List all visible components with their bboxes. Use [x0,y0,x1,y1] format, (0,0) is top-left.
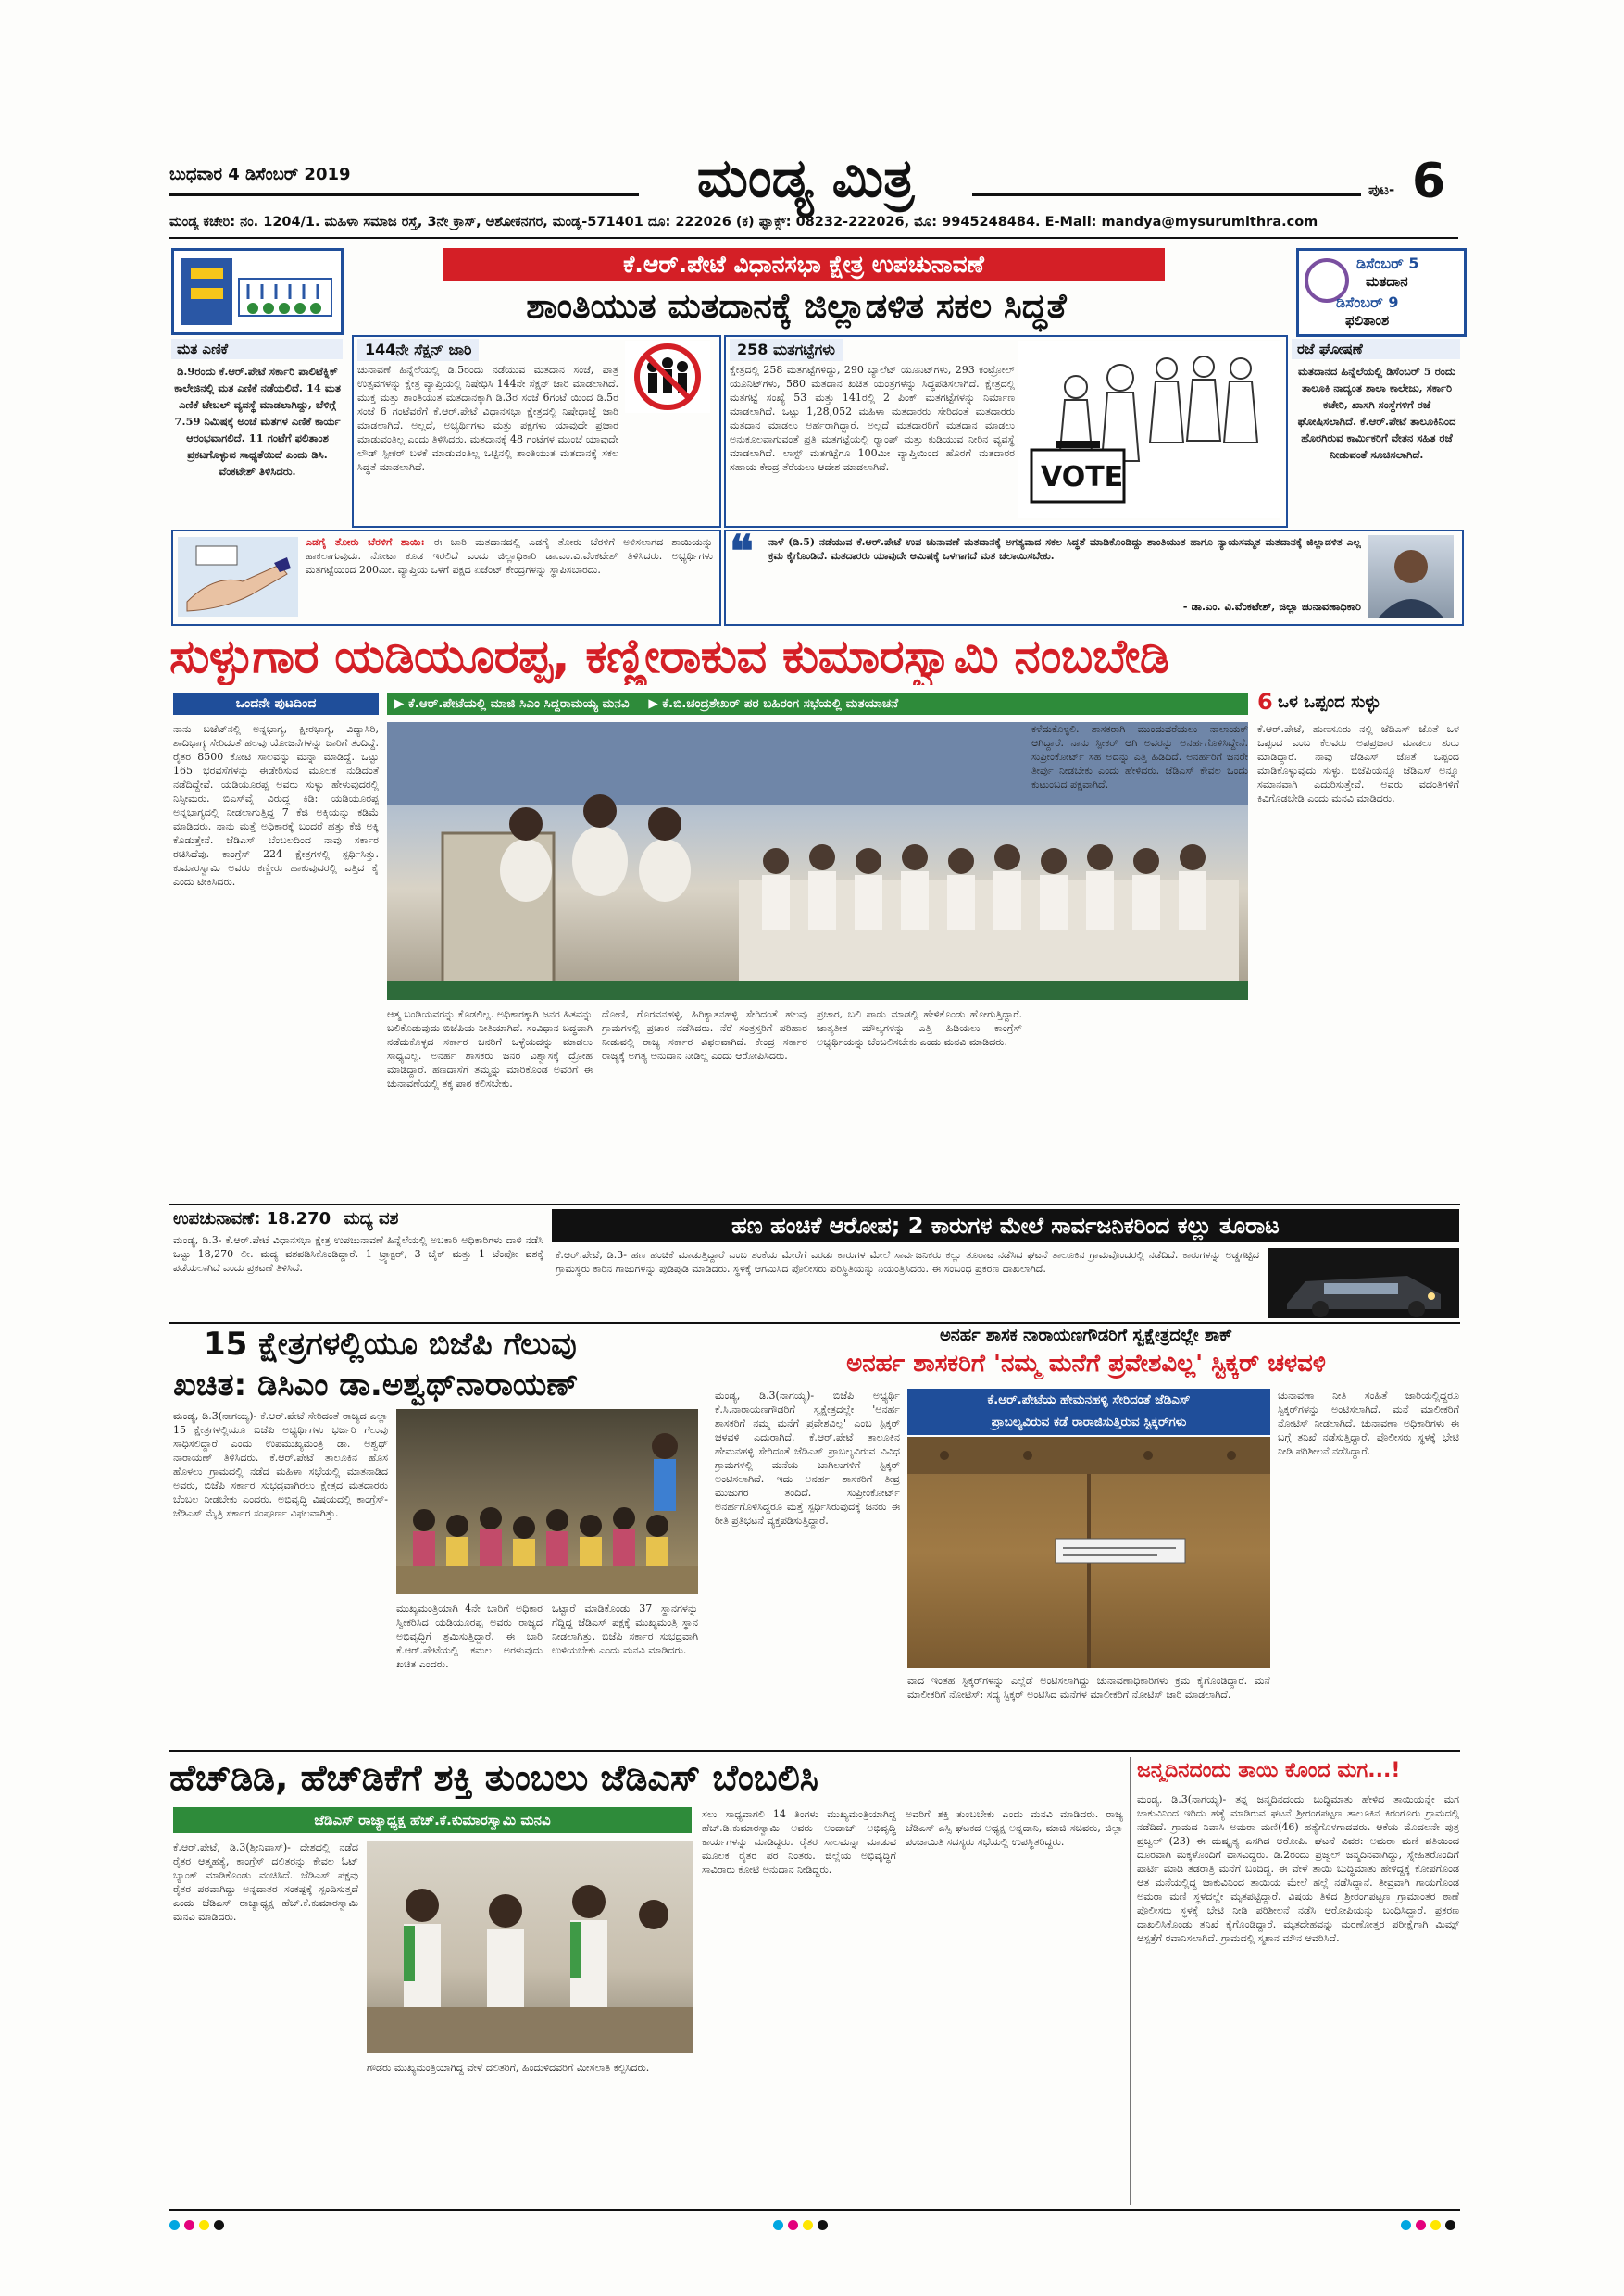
color-register-marks [169,2220,1460,2233]
section144-title: 144ನೇ ಸೆಕ್ಷನ್ ಜಾರಿ [357,339,479,361]
quote-author: - ಡಾ.ಎಂ. ವಿ.ವೆಂಕಟೇಶ್, ಜಿಲ್ಲಾ ಚುನಾವಣಾಧಿಕಾರಿ [1182,600,1361,613]
address-rule [169,237,1458,239]
date-badge [1296,248,1467,337]
sidebar-text: ಕೆ.ಆರ್.ಪೇಟೆ, ಹುಣಸೂರು ನಲ್ಲಿ ಜೆಡಿಎಸ್ ಜೊತೆ ಒಳ ಒಪ್ಪಂದ ಎಂಬ ಕೆಲವರು ಅಪಪ್ರಚಾರ ಮಾಡಲು ಶುರು ಮಾಡಿದ್ದಾರೆ. ನಾವು ಜೆಡಿಎಸ್ ಜೊತೆ ಒಪ್ಪಂದ ಮಾಡಿಕೊಳ್ಳುವುದು ಸುಳ್ಳು. ಬಿಜೆಪಿಯನ್ನೂ ಜೆಡಿಎಸ್ ಅನ್ನೂ ಸಮಾನವಾಗಿ ಎದುರಿಸುತ್ತೇವೆ. ಅವರು ವದಂತಿಗಳಿಗೆ ಕಿವಿಗೊಡಬೇಡಿ ಎಂದು ಮನವಿ ಮಾಡಿದರು. [1257,723,1459,805]
register-dot [773,2220,783,2230]
vote-count-text: ಡಿ.9ರಂದು ಕೆ.ಆರ್.ಪೇಟೆ ಸರ್ಕಾರಿ ಪಾಲಿಟೆಕ್ನಿಕ್ ಕಾಲೇಜಿನಲ್ಲಿ ಮತ ಎಣಿಕೆ ನಡೆಯಲಿದೆ. 14 ಮತ ಎಣಿಕೆ ಟೇಬಲ್ ವ್ಯವಸ್ಥೆ ಮಾಡಲಾಗಿದ್ದು, ಬೆಳಿಗ್ಗೆ 7.59 ನಿಮಿಷಕ್ಕೆ ಅಂಚೆ ಮತಗಳ ಎಣಿಕೆ ಕಾರ್ಯ ಆರಂಭವಾಗಲಿದೆ. 11 ಗಂಟೆಗೆ ಫಲಿತಾಂಶ ಪ್ರಕಟಗೊಳ್ಳುವ ಸಾಧ್ಯತೆಯಿದೆ ಎಂದು ಡಿಸಿ. ವೆಂಕಟೇಶ್ ತಿಳಿಸಿದರು. [174,365,341,478]
register-dot [818,2220,828,2230]
sticker-rule-bottom [169,1750,1460,1752]
vote-count-title: ಮತ ಎಣಿಕೆ [171,339,343,359]
hdd-subhead-bar [173,1807,692,1833]
masthead-date: ಬುಧವಾರ 4 ಡಿಸೆಂಬರ್ 2019 [169,165,351,184]
holiday-text: ಮತದಾನದ ಹಿನ್ನೆಲೆಯಲ್ಲಿ ಡಿಸೆಂಬರ್ 5 ರಂದು ತಾಲೂಕಿ ನಾದ್ಯಂತ ಶಾಲಾ ಕಾಲೇಜು, ಸರ್ಕಾರಿ ಕಚೇರಿ, ಖಾಸಗಿ ಸಂಸ್ಥೆಗಳಿಗೆ ರಜೆ ಘೋಷಿಸಲಾಗಿದೆ. ಕೆ.ಆರ್.ಪೇಟೆ ತಾಲೂಕಿನಿಂದ ಹೊರಗಿರುವ ಕಾರ್ಮಿಕರಿಗೆ ವೇತನ ಸಹಿತ ರಜೆ ನೀಡುವಂತೆ ಸೂಚಿಸಲಾಗಿದೆ. [1297,365,1456,461]
register-dot [214,2220,224,2230]
byelection-headline: ಶಾಂತಿಯುತ ಮತದಾನಕ್ಕೆ ಜಿಲ್ಲಾಡಳಿತ ಸಕಲ ಸಿದ್ಧತೆ [526,286,1067,326]
sticker-photo [907,1437,1270,1668]
quote-portrait [1368,535,1454,618]
hdd-text-3: ಅವರಿಗೆ ಶಕ್ತಿ ತುಂಬಬೇಕು ಎಂದು ಮನವಿ ಮಾಡಿದರು. ರಾಜ್ಯ ಜೆಡಿಎಸ್ ಎಸ್ಸಿ ಘಟಕದ ಅಧ್ಯಕ್ಷ ಅನ್ನದಾನಿ, ಮಾಜಿ ಸಚಿವರು, ಜಿಲ್ಲಾ ಪಂಚಾಯಿತಿ ಸದಸ್ಯರು ಸಭೆಯಲ್ಲಿ ಉಪಸ್ಥಿತರಿದ್ದರು. [906,1808,1123,1848]
stone-headline: ಹಣ ಹಂಚಿಕೆ ಆರೋಪ; 2 ಕಾರುಗಳ ಮೇಲೆ ಸಾರ್ವಜನಿಕರಿಂದ ಕಲ್ಲು ತೂರಾಟ [731,1213,1280,1239]
tally-title-suffix: ಮದ್ಯ ವಶ [344,1209,399,1229]
register-dot [1430,2220,1441,2230]
section144-text: ಚುನಾವಣೆ ಹಿನ್ನೆಲೆಯಲ್ಲಿ ಡಿ.5ರಂದು ನಡೆಯುವ ಮತದಾನ ಸಂಜೆ, ಪಾತ್ರ ಉತ್ಸವಗಳನ್ನು ಕ್ಷೇತ್ರ ವ್ಯಾಪ್ತಿಯಲ್ಲಿ ನಿಷೇಧಿಸಿ 144ನೇ ಸೆಕ್ಷನ್ ಜಾರಿ ಮಾಡಲಾಗಿದೆ. ಮುಕ್ತ ಮತ್ತು ಶಾಂತಿಯುತ ಮತದಾನಕ್ಕಾಗಿ ಡಿ.3ರ ಸಂಜೆ 6ಗಂಟೆ ಯಿಂದ ಡಿ.5ರ ಸಂಜೆ 6 ಗಂಟೆವರೆಗೆ ಕೆ.ಆರ್.ಪೇಟೆ ವಿಧಾನಸಭಾ ಕ್ಷೇತ್ರದಲ್ಲಿ ನಿಷೇಧಾಜ್ಞೆ ಜಾರಿ ಮಾಡಲಾಗಿದೆ. ಅಲ್ಲದೆ, ಅಭ್ಯರ್ಥಿಗಳು ಮತ್ತು ಪಕ್ಷಗಳು ಯಾವುದೇ ಪ್ರಚಾರ ಮಾಡುವಂತಿಲ್ಲ ಎಂದು ತಿಳಿಸಿದರು. ಮತದಾನಕ್ಕೆ 48 ಗಂಟೆಗಳ ಮುಂಚೆ ಯಾವುದೇ ಲೌಡ್ ಸ್ಪೀಕರ್ ಬಳಕೆ ಮಾಡುವಂತಿಲ್ಲ ಒಟ್ಟಿನಲ್ಲಿ ಶಾಂತಿಯುತ ಮತದಾನಕ್ಕೆ ಸಕಲ ಸಿದ್ಧತೆ ಮಾಡಲಾಗಿದೆ. [357,364,618,473]
no-gathering-icon [625,341,710,413]
register-dot [788,2220,798,2230]
lead-col2: ಆತ್ಮ ಬಂಡಿಯವರನ್ನು ಕೊಡಲಿಲ್ಲ. ಅಧಿಕಾರಕ್ಕಾಗಿ ಜನರ ಹಿತವನ್ನು ಬಲಿಕೊಡುವುದು ಬಿಜೆಪಿಯ ನೀತಿಯಾಗಿದೆ. ಸಂವಿಧಾನ ಬದ್ಧವಾಗಿ ನಡೆದುಕೊಳ್ಳದ ಸರ್ಕಾರ ಜನರಿಗೆ ಒಳ್ಳೆಯದನ್ನು ಮಾಡಲು ಸಾಧ್ಯವಿಲ್ಲ. ಅನರ್ಹ ಶಾಸಕರು ಜನರ ವಿಶ್ವಾಸಕ್ಕೆ ದ್ರೋಹ ಮಾಡಿದ್ದಾರೆ. ಹಣದಾಸೆಗೆ ತಮ್ಮನ್ನು ಮಾರಿಕೊಂಡ ಅವರಿಗೆ ಈ ಚುನಾವಣೆಯಲ್ಲಿ ತಕ್ಕ ಪಾಠ ಕಲಿಸಬೇಕು. [387,1008,593,1090]
register-dot [199,2220,209,2230]
bjp-photo [396,1409,698,1594]
date-badge-line4: ಫಲಿತಾಂಶ [1345,312,1390,329]
stone-text: ಕೆ.ಆರ್.ಪೇಟೆ, ಡಿ.3- ಹಣ ಹಂಚಿಕೆ ಮಾಡುತ್ತಿದ್ದಾರೆ ಎಂಬ ಶಂಕೆಯ ಮೇರೆಗೆ ಎರಡು ಕಾರುಗಳ ಮೇಲೆ ಸಾರ್ವಜನಿಕರು ಕಲ್ಲು ತೂರಾಟ ನಡೆಸಿದ ಘಟನೆ ತಾಲೂಕಿನ ಗ್ರಾಮವೊಂದರಲ್ಲಿ ನಡೆದಿದೆ. ಕಾರುಗಳನ್ನು ಅಡ್ಡಗಟ್ಟಿದ ಗ್ರಾಮಸ್ಥರು ಕಾರಿನ ಗಾಜುಗಳನ್ನು ಪುಡಿಪುಡಿ ಮಾಡಿದರು. ಸ್ಥಳಕ್ಕೆ ಆಗಮಿಸಿದ ಪೊಲೀಸರು ಪರಿಸ್ಥಿತಿಯನ್ನು ನಿಯಂತ್ರಿಸಿದರು. ಈ ಸಂಬಂಧ ಪ್ರಕರಣ ದಾಖಲಾಗಿದೆ. [556,1249,1259,1275]
sticker-text-3: ವಾದ ಇಂತಹ ಸ್ಟಿಕ್ಕರ್‌ಗಳನ್ನು ಎಲ್ಲೆಡೆ ಅಂಟಿಸಲಾಗಿದ್ದು ಚುನಾವಣಾಧಿಕಾರಿಗಳು ಕ್ರಮ ಕೈಗೊಂಡಿದ್ದಾರೆ. ಮನೆ ಮಾಲೀಕರಿಗೆ ನೋಟಿಸ್: ಸದ್ಯ ಸ್ಟಿಕ್ಕರ್ ಅಂಟಿಸಿದ ಮನೆಗಳ ಮಾಲೀಕರಿಗೆ ನೋಟಿಸ್ ಜಾರಿ ಮಾಡಲಾಗಿದೆ. [907,1675,1270,1701]
register-dot [1401,2220,1411,2230]
lead-col3: ದೋಣಿ, ಗೊರವನಹಳ್ಳಿ, ಹಿರಿಕ್ಯಾತನಹಳ್ಳಿ ಸೇರಿದಂತೆ ಹಲವು ಗ್ರಾಮಗಳಲ್ಲಿ ಪ್ರಚಾರ ನಡೆಸಿದರು. ನೆರೆ ಸಂತ್ರಸ್ತರಿಗೆ ಪರಿಹಾರ ನೀಡುವಲ್ಲಿ ರಾಜ್ಯ ಸರ್ಕಾರ ವಿಫಲವಾಗಿದೆ. ಕೇಂದ್ರ ಸರ್ಕಾರ ರಾಜ್ಯಕ್ಕೆ ಅಗತ್ಯ ಅನುದಾನ ನೀಡಿಲ್ಲ ಎಂದು ಆರೋಪಿಸಿದರು. [602,1008,807,1062]
register-dot [1416,2220,1426,2230]
lead-subhead-2: ▶ ಕೆ.ಬಿ.ಚಂದ್ರಶೇಖರ್ ಪರ ಬಹಿರಂಗ ಸಭೆಯಲ್ಲಿ ಮತಯಾಚನೆ [648,696,899,711]
lead-col5: ಕಳೆದುಕೊಳ್ಳಲಿ. ಶಾಸಕರಾಗಿ ಮುಂದುವರೆಯಲು ನಾಲಾಯಕ್ ಆಗಿದ್ದಾರೆ. ನಾನು ಸ್ಪೀಕರ್ ಆಗಿ ಅವರನ್ನು ಅನರ್ಹಗೊಳಿಸಿದ್ದೇನೆ. ಸುಪ್ರೀಂಕೋರ್ಟ್ ಸಹ ಅದನ್ನು ಎತ್ತಿ ಹಿಡಿದಿದೆ. ಅನರ್ಹರಿಗೆ ಜನರೇ ತೀರ್ಪು ನೀಡಬೇಕು ಎಂದು ಹೇಳಿದರು. ಜೆಡಿಎಸ್ ಕೇವಲ ಒಂದು ಕುಟುಂಬದ ಪಕ್ಷವಾಗಿದೆ. [1031,723,1248,791]
masthead-rule-right [972,193,1361,196]
bjp-text-1: ಮಂಡ್ಯ, ಡಿ.3(ನಾಗಯ್ಯ)- ಕೆ.ಆರ್.ಪೇಟೆ ಸೇರಿದಂತೆ ರಾಜ್ಯದ ಎಲ್ಲಾ 15 ಕ್ಷೇತ್ರಗಳಲ್ಲಿಯೂ ಬಿಜೆಪಿ ಅಭ್ಯರ್ಥಿಗಳು ಭರ್ಜರಿ ಗೆಲುವು ಸಾಧಿಸಲಿದ್ದಾರೆ ಎಂದು ಉಪಮುಖ್ಯಮಂತ್ರಿ ಡಾ. ಅಶ್ವಥ್ ನಾರಾಯಣ್ ತಿಳಿಸಿದರು. ಕೆ.ಆರ್.ಪೇಟೆ ತಾಲೂಕಿನ ಹೊಸ ಹೊಳಲು ಗ್ರಾಮದಲ್ಲಿ ನಡೆದ ಮಹಿಳಾ ಸಭೆಯಲ್ಲಿ ಮಾತನಾಡಿದ ಅವರು, ಬಿಜೆಪಿ ಸರ್ಕಾರ ಸುಭದ್ರವಾಗಿರಲು ಕ್ಷೇತ್ರದ ಮತದಾರರು ಬೆಂಬಲ ನೀಡಬೇಕು ಎಂದರು. ಅಭಿವೃದ್ಧಿ ವಿಷಯದಲ್ಲಿ ಕಾಂಗ್ರೆಸ್-ಜೆಡಿಎಸ್ ಮೈತ್ರಿ ಸರ್ಕಾರ ಸಂಪೂರ್ಣ ವಿಫಲವಾಗಿತ್ತು. [173,1410,388,1519]
bjp-text-3: ಒಟ್ಟಾರೆ ಮಾಡಿಕೊಂಡು 37 ಸ್ಥಾನಗಳನ್ನು ಗೆದ್ದಿದ್ದ ಜೆಡಿಎಸ್ ಪಕ್ಷಕ್ಕೆ ಮುಖ್ಯಮಂತ್ರಿ ಸ್ಥಾನ ನೀಡಲಾಗಿತ್ತು. ಬಿಜೆಪಿ ಸರ್ಕಾರ ಸುಭದ್ರವಾಗಿ ಉಳಿಯಬೇಕು ಎಂದು ಮನವಿ ಮಾಡಿದರು. [552,1603,698,1656]
page-number: 6 [1412,154,1446,209]
sticker-headline: ಅನರ್ಹ ಶಾಸಕರಿಗೆ 'ನಮ್ಮ ಮನೆಗೆ ಪ್ರವೇಶವಿಲ್ಲ' ಸ್ಟಿಕ್ಕರ್ ಚಳವಳಿ [846,1350,1326,1378]
mother-text: ಮಂಡ್ಯ, ಡಿ.3(ನಾಗಯ್ಯ)- ತನ್ನ ಜನ್ಮದಿನದಂದು ಬುದ್ಧಿಮಾತು ಹೇಳಿದ ತಾಯಿಯನ್ನೇ ಮಗ ಚಾಕುವಿನಿಂದ ಇರಿದು ಹತ್ಯೆ ಮಾಡಿರುವ ಘಟನೆ ಶ್ರೀರಂಗಪಟ್ಟಣ ತಾಲೂಕಿನ ಕಿರಂಗೂರು ಗ್ರಾಮದಲ್ಲಿ ನಡೆದಿದೆ. ಗ್ರಾಮದ ನಿವಾಸಿ ಅಮರಾ ಮಣಿ(46) ಹತ್ಯೆಗೊಳಗಾದವರು. ಆಕೆಯ ಮೊದಲನೇ ಪುತ್ರ ಪ್ರಜ್ವಲ್ (23) ಈ ದುಷ್ಕೃತ್ಯ ಎಸಗಿದ ಆರೋಪಿ. ಘಟನೆ ವಿವರ: ಅಮರಾ ಮಣಿ ಪತಿಯಿಂದ ದೂರವಾಗಿ ಮಕ್ಕಳೊಂದಿಗೆ ವಾಸವಿದ್ದರು. ಡಿ.2ರಂದು ಪ್ರಜ್ವಲ್ ಜನ್ಮದಿನವಾಗಿದ್ದು, ಸ್ನೇಹಿತರೊಂದಿಗೆ ಪಾರ್ಟಿ ಮಾಡಿ ತಡರಾತ್ರಿ ಮನೆಗೆ ಬಂದಿದ್ದ. ಈ ವೇಳೆ ತಾಯಿ ಬುದ್ಧಿಮಾತು ಹೇಳಿದ್ದಕ್ಕೆ ಕೋಪಗೊಂಡ ಆತ ಮನೆಯಲ್ಲಿದ್ದ ಚಾಕುವಿನಿಂದ ತಾಯಿಯ ಮೇಲೆ ಹಲ್ಲೆ ನಡೆಸಿದ್ದಾನೆ. ತೀವ್ರವಾಗಿ ಗಾಯಗೊಂಡ ಅಮರಾ ಮಣಿ ಸ್ಥಳದಲ್ಲೇ ಮೃತಪಟ್ಟಿದ್ದಾರೆ. ವಿಷಯ ತಿಳಿದ ಶ್ರೀರಂಗಪಟ್ಟಣ ಗ್ರಾಮಾಂತರ ಠಾಣೆ ಪೊಲೀಸರು ಸ್ಥಳಕ್ಕೆ ಭೇಟಿ ನೀಡಿ ಪರಿಶೀಲನೆ ನಡೆಸಿ ಆರೋಪಿಯನ್ನು ಬಂಧಿಸಿದ್ದಾರೆ. ಪ್ರಕರಣ ದಾಖಲಿಸಿಕೊಂಡು ತನಿಖೆ ಕೈಗೊಂಡಿದ್ದಾರೆ. ಮೃತದೇಹವನ್ನು ಮರಣೋತ್ತರ ಪರೀಕ್ಷೆಗಾಗಿ ಮಿಮ್ಸ್ ಆಸ್ಪತ್ರೆಗೆ ರವಾನಿಸಲಾಗಿದೆ. ಗ್ರಾಮದಲ್ಲಿ ಸ್ಮಶಾನ ಮೌನ ಆವರಿಸಿದೆ. [1137,1793,1459,1944]
quote-text: ನಾಳೆ (ಡಿ.5) ನಡೆಯುವ ಕೆ.ಆರ್.ಪೇಟೆ ಉಪ ಚುನಾವಣೆ ಮತದಾನಕ್ಕೆ ಅಗತ್ಯವಾದ ಸಕಲ ಸಿದ್ಧತೆ ಮಾಡಿಕೊಂಡಿದ್ದು ಶಾಂತಿಯುತ ಹಾಗೂ ನ್ಯಾಯಸಮ್ಮತ ಮತದಾನಕ್ಕೆ ಜಿಲ್ಲಾಡಳಿತ ಎಲ್ಲ ಕ್ರಮ ಕೈಗೊಂಡಿದೆ. ಮತದಾರರು ಯಾವುದೇ ಆಮಿಷಕ್ಕೆ ಒಳಗಾಗದೆ ಮತ ಚಲಾಯಿಸಬೇಕು. [768,536,1361,562]
hdd-photo [367,1841,693,2053]
tally-text: ಮಂಡ್ಯ, ಡಿ.3- ಕೆ.ಆರ್.ಪೇಟೆ ವಿಧಾನಸಭಾ ಕ್ಷೇತ್ರ ಉಪಚುನಾವಣೆ ಹಿನ್ನೆಲೆಯಲ್ಲಿ ಅಬಕಾರಿ ಅಧಿಕಾರಿಗಳು ದಾಳಿ ನಡೆಸಿ ಒಟ್ಟು 18,270 ಲೀ. ಮದ್ಯ ವಶಪಡಿಸಿಕೊಂಡಿದ್ದಾರೆ. 1 ಟ್ರ್ಯಾಕ್ಟರ್, 3 ಬೈಕ್ ಮತ್ತು 1 ಟೆಂಪೋ ವಶಕ್ಕೆ ಪಡೆಯಲಾಗಿದೆ ಎಂದು ಪ್ರಕಟಣೆ ತಿಳಿಸಿದೆ. [173,1234,543,1274]
finger-ink-icon [178,537,298,617]
hdd-rule-v [1130,1757,1131,2205]
hdd-headline: ಹೆಚ್‌ಡಿಡಿ, ಹೆಚ್‌ಡಿಕೆಗೆ ಶಕ್ತಿ ತುಂಬಲು ಜೆಡಿಎಸ್ ಬೆಂಬಲಿಸಿ [169,1757,818,1798]
lead-headline: ಸುಳ್ಳುಗಾರ ಯಡಿಯೂರಪ್ಪ, ಕಣ್ಣೀರಾಕುವ ಕುಮಾರಸ್ವಾಮಿ ನಂಬಬೇಡಿ [169,630,1169,684]
vote-sign: VOTE [1041,461,1124,493]
page-label: ಪುಟ- [1368,181,1395,198]
date-badge-line3: ಡಿಸೆಂಬರ್ 9 [1336,293,1399,311]
ink-body: ಈ ಬಾರಿ ಮತದಾನದಲ್ಲಿ ಎಡಗೈ ತೋರು ಬೆರಳಿಗೆ ಅಳಿಸಲಾಗದ ಶಾಯಿಯನ್ನು ಹಾಕಲಾಗುವುದು. ನೋಟಾ ಕೂಡ ಇರಲಿದೆ ಎಂದು ಜಿಲ್ಲಾಧಿಕಾರಿ ಡಾ.ಎಂ.ವಿ.ವೆಂಕಟೇಶ್ ತಿಳಿಸಿದರು. ಅಭ್ಯರ್ಥಿಗಳು ಮತಗಟ್ಟೆಯಿಂದ 200ಮೀ. ವ್ಯಾಪ್ತಿಯ ಒಳಗೆ ಪಕ್ಷದ ಏಜೆಂಟ್ ಕೇಂದ್ರಗಳನ್ನು ಸ್ಥಾಪಿಸಬಾರದು. [306,536,713,576]
label-continued: ಒಂದನೇ ಪುಟದಿಂದ [173,693,379,715]
sidebar-number: 6 [1257,689,1273,715]
register-dot [803,2220,813,2230]
register-dot [169,2220,180,2230]
masthead-rule-left [169,193,639,196]
hdd-caption-text: ಗೌಡರು ಮುಖ್ಯಮಂತ್ರಿಯಾಗಿದ್ದ ವೇಳೆ ದಲಿತರಿಗೆ, ಹಿಂದುಳಿದವರಿಗೆ ಮೀಸಲಾತಿ ಕಲ್ಪಿಸಿದರು. [367,2062,650,2074]
vote-box-icon [1018,341,1280,518]
booths-text: ಕ್ಷೇತ್ರದಲ್ಲಿ 258 ಮತಗಟ್ಟೆಗಳಿದ್ದು, 290 ಬ್ಯಾಲೆಟ್ ಯೂನಿಟ್‌ಗಳು, 293 ಕಂಟ್ರೋಲ್ ಯೂನಿಟ್‌ಗಳು, 580 ಮತದಾನ ಖಚಿತ ಯಂತ್ರಗಳನ್ನು ಸಿದ್ಧಪಡಿಸಲಾಗಿದೆ. ಕ್ಷೇತ್ರದಲ್ಲಿ ಮತಗಟ್ಟೆ ಸಂಖ್ಯೆ 53 ಮತ್ತು 141ರಲ್ಲಿ 2 ಪಿಂಕ್ ಮತಗಟ್ಟೆಗಳನ್ನು ನಿರ್ಮಾಣ ಮಾಡಲಾಗಿದೆ. ಒಟ್ಟು 1,28,052 ಮಹಿಳಾ ಮತದಾರರು ಸೇರಿದಂತೆ ಮತದಾರರು ಮತದಾನ ಮಾಡಲು ಅರ್ಹರಾಗಿದ್ದಾರೆ. ಅಲ್ಲದೆ ಮತದಾರರಿಗೆ ಮತದಾನ ಮಾಡಲು ಅನುಕೂಲವಾಗುವಂತೆ ಪ್ರತಿ ಮತಗಟ್ಟೆಯಲ್ಲಿ ರ‍್ಯಾಂಪ್ ಮತ್ತು ಕುಡಿಯುವ ನೀರಿನ ವ್ಯವಸ್ಥೆ ಮಾಡಲಾಗಿದೆ. ಲಾಸ್ಟ್ ಮತಗಟ್ಟೆಗೂ 100ಮೀ ವ್ಯಾಪ್ತಿಯಿಂದ ಹೊರಗೆ ಮತದಾರರ ಸಹಾಯ ಕೇಂದ್ರ ತೆರೆಯಲು ಆದೇಶ ಮಾಡಲಾಗಿದೆ. [730,364,1015,473]
ink-title: ಎಡಗೈ ತೋರು ಬೆರಳಿಗೆ ಶಾಯಿ: [306,536,425,548]
hdd-text-1: ಕೆ.ಆರ್.ಪೇಟೆ, ಡಿ.3(ಶ್ರೀನಿವಾಸ್)- ದೇಶದಲ್ಲಿ ನಡೆದ ರೈತರ ಆತ್ಮಹತ್ಯೆ, ಕಾಂಗ್ರೆಸ್ ದಲಿತರನ್ನು ಕೇವಲ ಓಟ್ ಬ್ಯಾಂಕ್ ಮಾಡಿಕೊಂಡು ವಂಚಿಸಿದೆ. ಜೆಡಿಎಸ್ ಪಕ್ಷವು ರೈತರ ಪರವಾಗಿದ್ದು ಅನ್ನದಾತರ ಸಂಕಷ್ಟಕ್ಕೆ ಸ್ಪಂದಿಸುತ್ತದೆ ಎಂದು ಜೆಡಿಎಸ್ ರಾಜ್ಯಾಧ್ಯಕ್ಷ ಹೆಚ್.ಕೆ.ಕುಮಾರಸ್ವಾಮಿ ಮನವಿ ಮಾಡಿದರು. [173,1841,358,1923]
holiday-title: ರಜೆ ಘೋಷಣೆ [1292,339,1460,359]
sticker-text-2: ಚುನಾವಣಾ ನೀತಿ ಸಂಹಿತೆ ಜಾರಿಯಲ್ಲಿದ್ದರೂ ಸ್ಟಿಕ್ಕರ್‌ಗಳನ್ನು ಅಂಟಿಸಲಾಗಿದೆ. ಮನೆ ಮಾಲೀಕರಿಗೆ ನೋಟಿಸ್ ನೀಡಲಾಗಿದೆ. ಚುನಾವಣಾ ಅಧಿಕಾರಿಗಳು ಈ ಬಗ್ಗೆ ತನಿಖೆ ನಡೆಸುತ್ತಿದ್ದಾರೆ. ಪೊಲೀಸರು ಸ್ಥಳಕ್ಕೆ ಭೇಟಿ ನೀಡಿ ಪರಿಶೀಲನೆ ನಡೆಸಿದ್ದಾರೆ. [1278,1390,1459,1457]
mother-headline: ಜನ್ಮದಿನದಂದು ತಾಯಿ ಕೊಂದ ಮಗ...! [1137,1759,1401,1782]
tally-title-main: ಉಪಚುನಾವಣೆ: 18.270 [173,1209,331,1229]
lead-col4: ಪ್ರಚಾರ, ಬಲಿ ಪಾಡು ಮಾಡಲ್ಲಿ ಹೇಳಿಕೊಂಡು ಹೋಗುತ್ತಿದ್ದಾರೆ. ಜಾತ್ಯತೀತ ಮೌಲ್ಯಗಳನ್ನು ಎತ್ತಿ ಹಿಡಿಯಲು ಕಾಂಗ್ರೆಸ್ ಅಭ್ಯರ್ಥಿಯನ್ನು ಬೆಂಬಲಿಸಬೇಕು ಎಂದು ಮನವಿ ಮಾಡಿದರು. [817,1008,1022,1048]
sidebar-title: ಒಳ ಒಪ್ಪಂದ ಸುಳ್ಳು [1278,693,1380,712]
date-badge-line1: ಡಿಸೆಂಬರ್ 5 [1356,255,1419,272]
stone-headline-bar [552,1209,1459,1242]
lead-col1: ನಾನು ಬಜೆಟ್‌ನಲ್ಲಿ ಅನ್ನಭಾಗ್ಯ, ಕ್ಷೀರಭಾಗ್ಯ, ವಿದ್ಯಾಸಿರಿ, ಶಾದಿಭಾಗ್ಯ ಸೇರಿದಂತೆ ಹಲವು ಯೋಜನೆಗಳನ್ನು ಜಾರಿಗೆ ತಂದಿದ್ದೆ. ರೈತರ 8500 ಕೋಟಿ ಸಾಲವನ್ನು ಮನ್ನಾ ಮಾಡಿದ್ದೆ. ಒಟ್ಟು 165 ಭರವಸೆಗಳನ್ನು ಈಡೇರಿಸುವ ಮೂಲಕ ನುಡಿದಂತೆ ನಡೆದಿದ್ದೇವೆ. ಯಡಿಯೂರಪ್ಪ ಅವರು ಸುಳ್ಳು ಹೇಳುವುದರಲ್ಲಿ ನಿಸ್ಸೀಮರು. ಬಿಎಸ್‌ವೈ ವಿರುದ್ಧ ಕಿಡಿ: ಯಡಿಯೂರಪ್ಪ ಅನ್ನಭಾಗ್ಯದಲ್ಲಿ ನೀಡಲಾಗುತ್ತಿದ್ದ 7 ಕೆಜಿ ಅಕ್ಕಿಯನ್ನು ಕಡಿಮೆ ಮಾಡಿದರು. ನಾನು ಮತ್ತೆ ಅಧಿಕಾರಕ್ಕೆ ಬಂದರೆ ಹತ್ತು ಕೆಜಿ ಅಕ್ಕಿ ಕೊಡುತ್ತೇನೆ. ಜೆಡಿಎಸ್ ಬೆಂಬಲದಿಂದ ನಾವು ಸರ್ಕಾರ ರಚಿಸಿದೆವು. ಕಾಂಗ್ರೆಸ್ 224 ಕ್ಷೇತ್ರಗಳಲ್ಲಿ ಸ್ಪರ್ಧಿಸಿತ್ತು. ಕುಮಾರಸ್ವಾಮಿ ಅವರು ಕಣ್ಣೀರು ಹಾಕುವುದರಲ್ಲಿ ಎತ್ತಿದ ಕೈ ಎಂದು ಟೀಕಿಸಿದರು. [173,723,379,888]
hdd-text-2: ಸಲು ಸಾಧ್ಯವಾಗಲಿ 14 ತಿಂಗಳು ಮುಖ್ಯಮಂತ್ರಿಯಾಗಿದ್ದ ಹೆಚ್.ಡಿ.ಕುಮಾರಸ್ವಾಮಿ ಅವರು ಅಂದಾಜ್ ಅಭಿವೃದ್ಧಿ ಕಾರ್ಯಗಳನ್ನು ಮಾಡಿದ್ದರು. ರೈತರ ಸಾಲಮನ್ನಾ ಮಾಡುವ ಮೂಲಕ ರೈತರ ಪರ ನಿಂತರು. ಜಿಲ್ಲೆಯ ಅಭಿವೃದ್ಧಿಗೆ ಸಾವಿರಾರು ಕೋಟಿ ಅನುದಾನ ನೀಡಿದ್ದರು. [702,1808,896,1876]
quote-icon: ❝ [730,526,754,578]
sticker-text-1: ಮಂಡ್ಯ, ಡಿ.3(ನಾಗಯ್ಯ)- ಬಿಜೆಪಿ ಅಭ್ಯರ್ಥಿ ಕೆ.ಸಿ.ನಾರಾಯಣಗೌಡರಿಗೆ ಸ್ವಕ್ಷೇತ್ರದಲ್ಲೇ 'ಅನರ್ಹ ಶಾಸಕರಿಗೆ ನಮ್ಮ ಮನೆಗೆ ಪ್ರವೇಶವಿಲ್ಲ' ಎಂಬ ಸ್ಟಿಕ್ಕರ್ ಚಳವಳಿ ಎದುರಾಗಿದೆ. ಕೆ.ಆರ್.ಪೇಟೆ ತಾಲೂಕಿನ ಹೇಮನಹಳ್ಳಿ ಸೇರಿದಂತೆ ಜೆಡಿಎಸ್ ಪ್ರಾಬಲ್ಯವಿರುವ ವಿವಿಧ ಗ್ರಾಮಗಳಲ್ಲಿ ಮನೆಯ ಬಾಗಿಲುಗಳಿಗೆ ಸ್ಟಿಕ್ಕರ್ ಅಂಟಿಸಲಾಗಿದೆ. ಇದು ಅನರ್ಹ ಶಾಸಕರಿಗೆ ತೀವ್ರ ಮುಜುಗರ ತಂದಿದೆ. ಸುಪ್ರೀಂಕೋರ್ಟ್ ಅನರ್ಹಗೊಳಿಸಿದ್ದರೂ ಮತ್ತೆ ಸ್ಪರ್ಧಿಸಿರುವುದಕ್ಕೆ ಜನರು ಈ ರೀತಿ ಪ್ರತಿಭಟನೆ ವ್ಯಕ್ತಪಡಿಸುತ್ತಿದ್ದಾರೆ. [715,1390,900,1527]
register-dot [1445,2220,1455,2230]
lead-subhead-bar [387,693,1248,715]
bjp-headline-2: ಖಚಿತ: ಡಿಸಿಎಂ ಡಾ.ಅಶ್ವಥ್‌ನಾರಾಯಣ್ [173,1366,579,1404]
register-dot [184,2220,194,2230]
booths-title: 258 ಮತಗಟ್ಟೆಗಳು [730,339,843,361]
byelection-kicker-text: ಕೆ.ಆರ್.ಪೇಟೆ ವಿಧಾನಸಭಾ ಕ್ಷೇತ್ರ ಉಪಚುನಾವಣೆ [623,251,984,278]
bjp-text-2: ಮುಖ್ಯಮಂತ್ರಿಯಾಗಿ 4ನೇ ಬಾರಿಗೆ ಅಧಿಕಾರ ಸ್ವೀಕರಿಸಿದ ಯಡಿಯೂರಪ್ಪ ಅವರು ರಾಜ್ಯದ ಅಭಿವೃದ್ಧಿಗೆ ಶ್ರಮಿಸುತ್ತಿದ್ದಾರೆ. ಈ ಬಾರಿ ಕೆ.ಆರ್.ಪೇಟೆಯಲ್ಲಿ ಕಮಲ ಅರಳುವುದು ಖಚಿತ ಎಂದರು. [396,1603,543,1670]
tally-rule [169,1322,1460,1324]
lead-subhead-1: ▶ ಕೆ.ಆರ್.ಪೇಟೆಯಲ್ಲಿ ಮಾಜಿ ಸಿಎಂ ಸಿದ್ದರಾಮಯ್ಯ ಮನವಿ [394,696,630,711]
stone-photo [1268,1248,1459,1318]
sticker-caption-1: ಕೆ.ಆರ್.ಪೇಟೆಯ ಹೇಮನಹಳ್ಳಿ ಸೇರಿದಂತೆ ಜೆಡಿಎಸ್ [987,1392,1191,1407]
bjp-headline-1: 15 ಕ್ಷೇತ್ರಗಳಲ್ಲಿಯೂ ಬಿಜೆಪಿ ಗೆಲುವು [204,1326,577,1363]
masthead-title: ಮಂಡ್ಯ ಮಿತ್ರ [696,146,915,209]
sticker-caption-2: ಪ್ರಾಬಲ್ಯವಿರುವ ಕಡೆ ರಾರಾಜಿಸುತ್ತಿರುವ ಸ್ಟಿಕ್ಕರ್‌ಗಳು [991,1415,1187,1429]
tally-title [173,1209,398,1229]
sticker-kicker: ಅನರ್ಹ ಶಾಸಕ ನಾರಾಯಣಗೌಡರಿಗೆ ಸ್ವಕ್ಷೇತ್ರದಲ್ಲೇ ಶಾಕ್ [939,1326,1233,1345]
hdd-subhead: ಜೆಡಿಎಸ್ ರಾಜ್ಯಾಧ್ಯಕ್ಷ ಹೆಚ್.ಕೆ.ಕುಮಾರಸ್ವಾಮಿ ಮನವಿ [314,1812,551,1828]
bottom-rule [169,2209,1460,2211]
date-badge-line2: ಮತದಾನ [1366,273,1408,290]
sticker-caption-bar [907,1389,1270,1435]
byelection-kicker [443,248,1165,281]
logo-icon [171,248,344,335]
ink-text [306,535,713,618]
address-line: ಮಂಡ್ಯ ಕಚೇರಿ: ನಂ. 1204/1. ಮಹಿಳಾ ಸಮಾಜ ರಸ್ತೆ, 3ನೇ ಕ್ರಾಸ್, ಅಶೋಕನಗರ, ಮಂಡ್ಯ-571401 ದೂ: 222026 (ಕ) ಫ್ಯಾಕ್ಸ್: 08232-222026, ಮೊ: 9945248484. E-Mail: mandya@mysurumithra.com [169,215,1318,230]
lead-rule-bottom [169,1204,1460,1205]
